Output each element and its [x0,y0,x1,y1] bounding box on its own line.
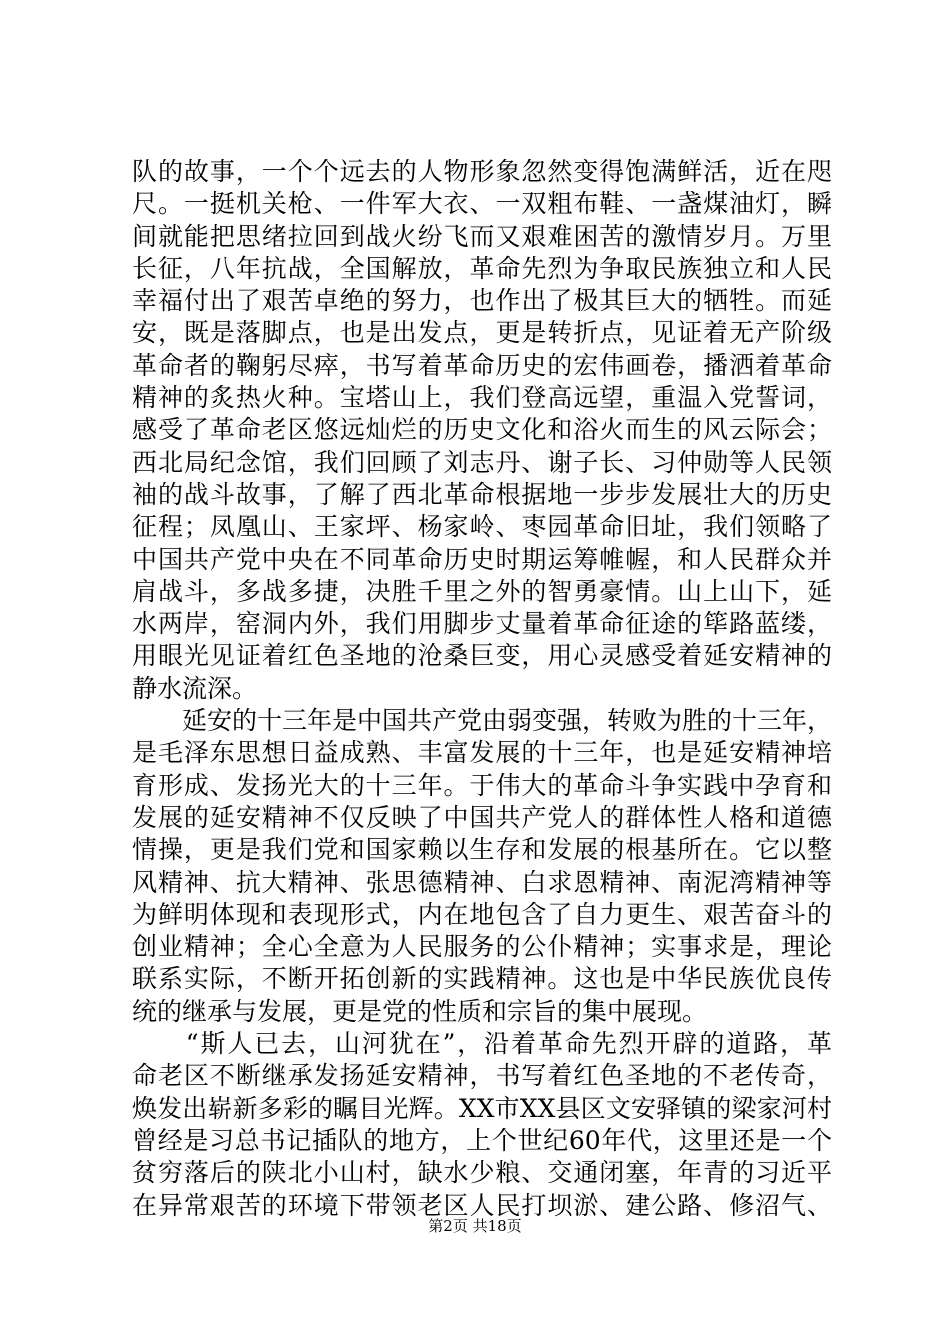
text-line: 肩战斗，多战多捷，决胜千里之外的智勇豪情。山上山下，延 [132,576,832,606]
text-line: 西北局纪念馆，我们回顾了刘志丹、谢子长、习仲勋等人民领 [132,447,832,477]
body-text [132,156,832,1222]
text-line: 革命者的鞠躬尽瘁，书写着革命历史的宏伟画卷，播洒着革命 [132,350,832,380]
text-line: 为鲜明体现和表现形式，内在地包含了自力更生、艰苦奋斗的 [132,899,832,929]
text-line: 命老区不断继承发扬延安精神，书写着红色圣地的不老传奇， [132,1061,832,1091]
text-line: 安，既是落脚点，也是出发点，更是转折点，见证着无产阶级 [132,318,832,348]
text-line: 袖的战斗故事，了解了西北革命根据地一步步发展壮大的历史 [132,479,832,509]
text-line: 中国共产党中央在不同革命历史时期运筹帷幄，和人民群众并 [132,544,832,574]
text-line: 长征，八年抗战，全国解放，革命先烈为争取民族独立和人民 [132,253,832,283]
text-line: 曾经是习总书记插队的地方，上个世纪60年代，这里还是一个 [132,1125,832,1155]
text-line: 尺。一挺机关枪、一件军大衣、一双粗布鞋、一盏煤油灯，瞬 [132,189,832,219]
text-line: 风精神、抗大精神、张思德精神、白求恩精神、南泥湾精神等 [132,867,832,897]
text-line: 水两岸，窑洞内外，我们用脚步丈量着革命征途的筚路蓝缕， [132,609,832,639]
text-line: 延安的十三年是中国共产党由弱变强，转败为胜的十三年， [132,706,833,736]
text-line: 育形成、发扬光大的十三年。于伟大的革命斗争实践中孕育和 [132,770,832,800]
text-line: 用眼光见证着红色圣地的沧桑巨变，用心灵感受着延安精神的 [132,641,832,671]
text-line: 感受了革命老区悠远灿烂的历史文化和浴火而生的风云际会； [132,415,832,445]
text-line: 创业精神；全心全意为人民服务的公仆精神；实事求是，理论 [132,932,832,962]
paragraph-end-line: 统的继承与发展，更是党的性质和宗旨的集中展现。 [132,996,708,1026]
text-line: 精神的炙热火种。宝塔山上，我们登高远望，重温入党誓词， [132,383,832,413]
text-line: 是毛泽东思想日益成熟、丰富发展的十三年，也是延安精神培 [132,738,832,768]
text-line: 焕发出崭新多彩的瞩目光辉。XX市XX县区文安驿镇的梁家河村 [132,1093,832,1123]
text-line: 征程；凤凰山、王家坪、杨家岭、枣园革命旧址，我们领略了 [132,512,832,542]
text-line: 队的故事，一个个远去的人物形象忽然变得饱满鲜活，近在咫 [132,157,832,186]
page-footer: 第2页 共18页 [428,1217,522,1235]
text-line: 发展的延安精神不仅反映了中国共产党人的群体性人格和道德 [132,802,832,832]
text-line: 联系实际，不断开拓创新的实践精神。这也是中华民族优良传 [132,964,832,994]
text-line: 幸福付出了艰苦卓绝的努力，也作出了极其巨大的牺牲。而延 [132,286,832,316]
text-line: “斯人已去，山河犹在”，沿着革命先烈开辟的道路，革 [132,1029,832,1059]
text-line: 贫穷落后的陕北小山村，缺水少粮、交通闭塞，年青的习近平 [132,1158,832,1188]
text-line: 情操，更是我们党和国家赖以生存和发展的根基所在。它以整 [132,835,832,865]
paragraph-end-line: 静水流深。 [132,673,258,703]
text-line: 在异常艰苦的环境下带领老区人民打坝淤、建公路、修沼气、 [132,1190,832,1220]
text-line: 间就能把思绪拉回到战火纷飞而又艰难困苦的激情岁月。万里 [132,221,832,251]
